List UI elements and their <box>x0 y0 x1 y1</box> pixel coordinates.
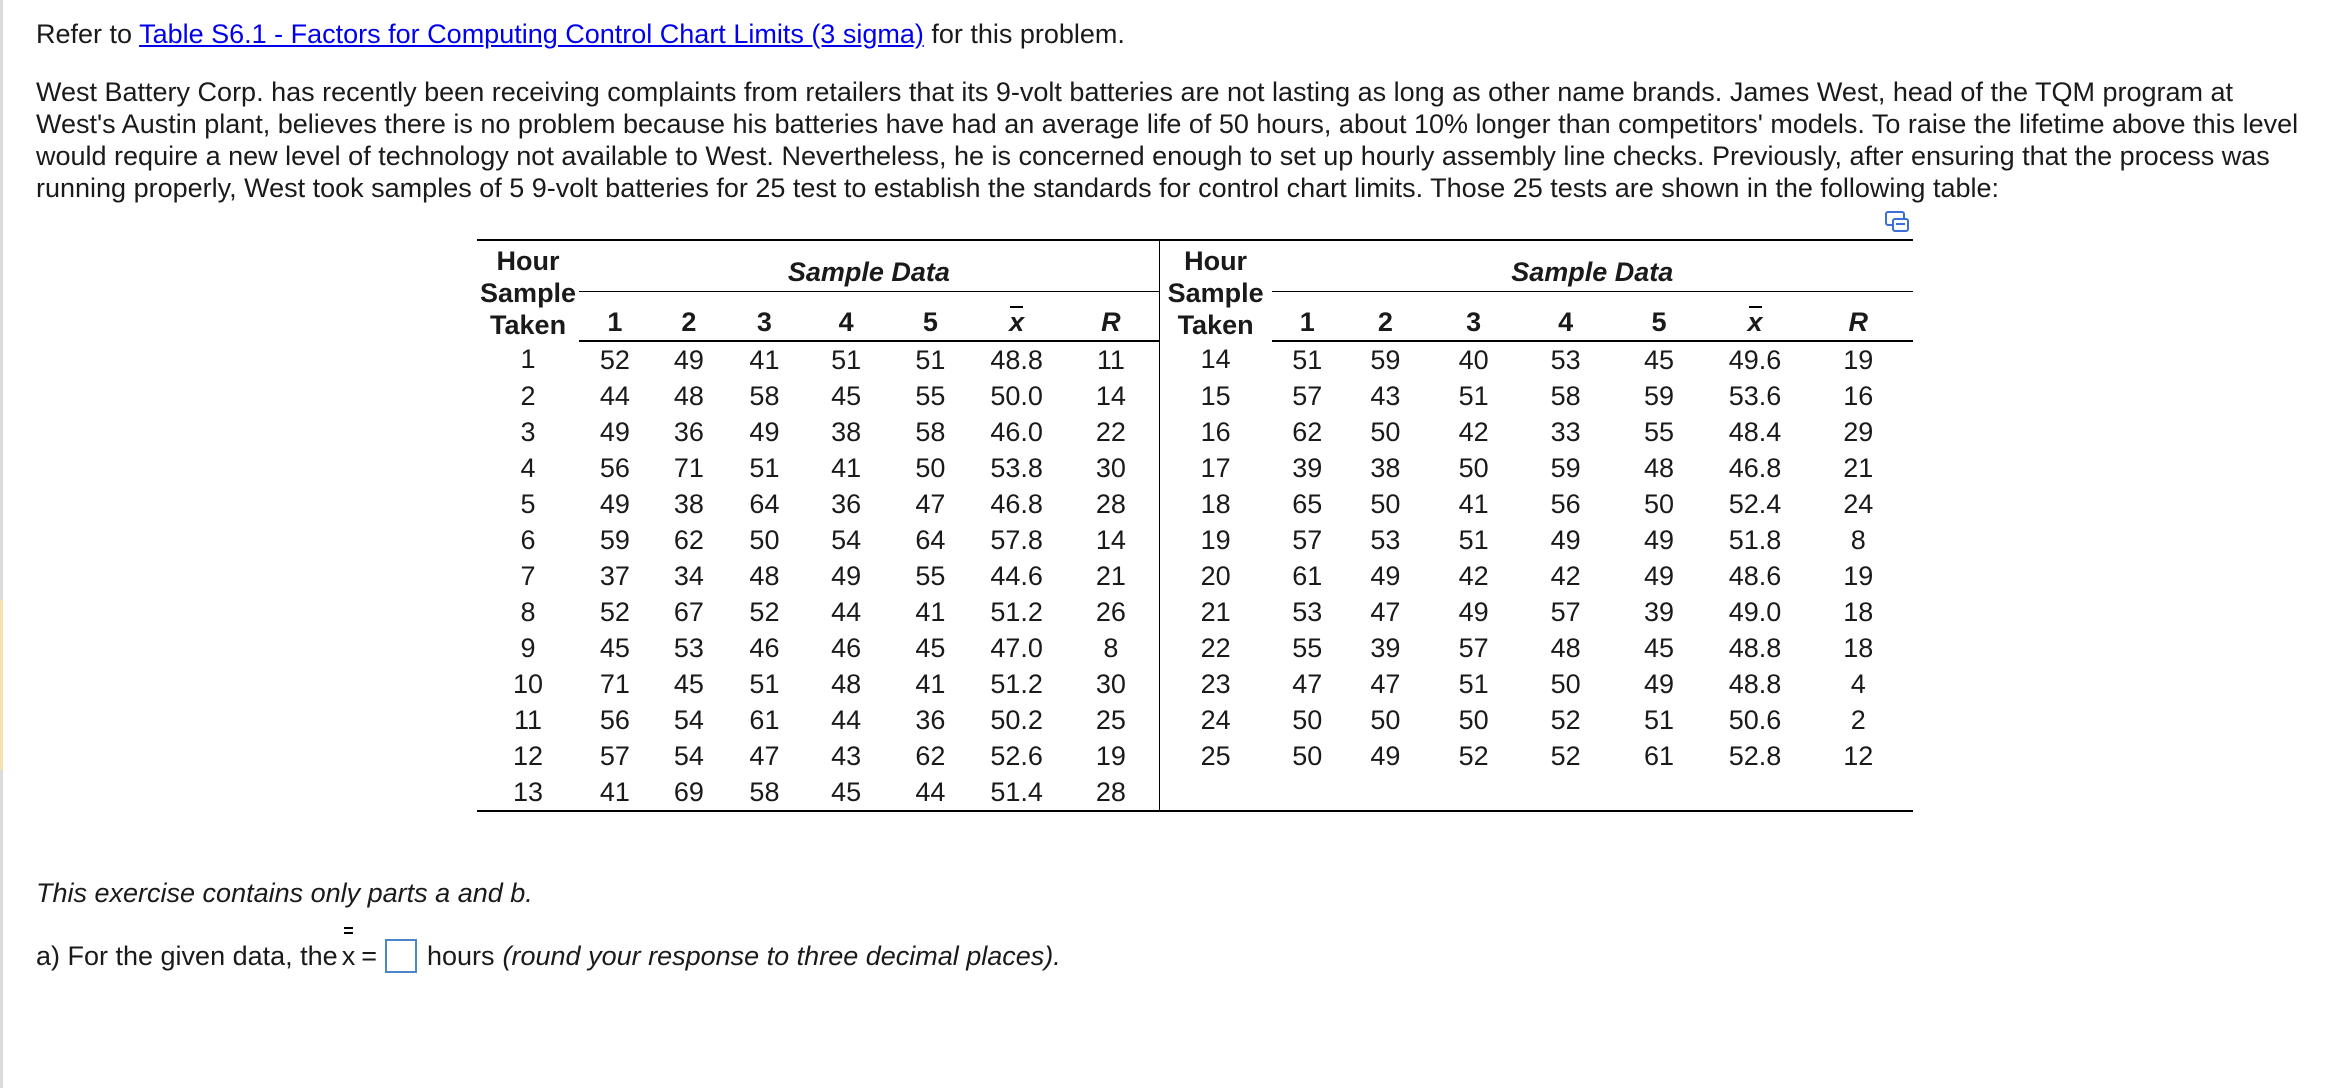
sample-cell: 52 <box>1458 740 1489 771</box>
hour-header-left: Hour Sample Taken <box>477 240 579 341</box>
sample-cell: 62 <box>1292 416 1323 447</box>
hour-cell: 18 <box>1200 488 1231 519</box>
sample-data-group-right: Sample Data <box>1272 240 1914 291</box>
sample-cell: 45 <box>802 774 891 811</box>
sample-cell: 50 <box>1458 452 1489 483</box>
col-header-r: R <box>1804 291 1913 341</box>
sample-cell: 57 <box>1292 380 1323 411</box>
r-cell: 28 <box>1063 486 1159 522</box>
sample-cell: 49 <box>673 344 704 375</box>
r-cell: 2 <box>1850 704 1866 735</box>
hour-cell: 2 <box>520 380 536 411</box>
table-row <box>477 630 1913 666</box>
sample-cell: 50 <box>1292 704 1323 735</box>
question-a: a) For the given data, the x = hours (round your response to three decimal places). <box>36 936 1061 976</box>
hour-cell: 21 <box>1200 596 1231 627</box>
col-header-xbar: x <box>970 291 1063 341</box>
sample-cell: 57 <box>1550 596 1581 627</box>
sample-cell: 41 <box>915 668 946 699</box>
r-cell: 29 <box>1843 416 1874 447</box>
xbar-cell: 51.4 <box>970 774 1063 811</box>
sample-cell: 62 <box>673 524 704 555</box>
r-cell: 18 <box>1843 596 1874 627</box>
table-row <box>477 702 1913 738</box>
r-cell: 12 <box>1843 740 1874 771</box>
col-header: 4 <box>1520 291 1612 341</box>
sample-cell: 59 <box>1550 452 1581 483</box>
sample-cell: 71 <box>599 668 630 699</box>
sample-cell: 47 <box>915 488 946 519</box>
sample-cell: 42 <box>1550 560 1581 591</box>
sample-cell: 44 <box>599 380 630 411</box>
sample-cell <box>1612 774 1707 811</box>
r-cell: 26 <box>1063 594 1159 630</box>
r-cell: 19 <box>1843 560 1874 591</box>
r-cell <box>1804 774 1913 811</box>
xbar-cell: 44.6 <box>990 560 1043 591</box>
sample-cell: 46 <box>831 632 862 663</box>
sample-cell: 43 <box>1370 380 1401 411</box>
exercise-note: This exercise contains only parts a and b. <box>36 878 533 908</box>
r-cell: 11 <box>1063 341 1159 378</box>
xbar-cell: 49.0 <box>1728 596 1782 627</box>
sample-cell: 49 <box>1644 668 1675 699</box>
sample-cell: 49 <box>1458 596 1489 627</box>
sample-cell: 48 <box>1644 452 1675 483</box>
sample-data-body <box>477 341 1913 811</box>
sample-cell: 58 <box>915 416 946 447</box>
xbar-cell: 49.6 <box>1728 344 1782 375</box>
sample-cell: 38 <box>1370 452 1401 483</box>
table-row <box>477 378 1913 414</box>
sample-cell: 53 <box>1292 596 1323 627</box>
sample-cell <box>1272 774 1343 811</box>
sample-cell: 53 <box>673 632 704 663</box>
sample-cell: 50 <box>749 524 780 555</box>
sample-cell: 55 <box>915 560 946 591</box>
hour-cell <box>1159 774 1271 811</box>
sample-cell <box>1428 774 1520 811</box>
r-cell: 21 <box>1843 452 1874 483</box>
sample-cell: 39 <box>1292 452 1323 483</box>
r-cell: 25 <box>1063 702 1159 738</box>
sample-cell: 59 <box>599 524 630 555</box>
sample-cell <box>1343 774 1428 811</box>
sample-cell: 48 <box>1550 632 1581 663</box>
xbar-cell: 46.8 <box>1728 452 1782 483</box>
hour-cell: 19 <box>1200 524 1231 555</box>
hour-cell: 10 <box>513 668 544 699</box>
sample-cell: 49 <box>599 488 630 519</box>
table-row <box>477 558 1913 594</box>
hour-cell: 13 <box>477 774 579 811</box>
r-cell: 8 <box>1850 524 1866 555</box>
sample-cell: 50 <box>1292 740 1323 771</box>
sample-cell: 52 <box>599 596 630 627</box>
xbar-cell: 47.0 <box>990 632 1043 663</box>
sample-cell: 53 <box>1550 344 1581 375</box>
table-row <box>477 450 1913 486</box>
sample-data-table <box>477 239 1913 812</box>
sample-cell: 48 <box>673 380 704 411</box>
sample-cell: 56 <box>1550 488 1581 519</box>
r-cell: 22 <box>1063 414 1159 450</box>
sample-cell: 52 <box>599 344 630 375</box>
hour-cell: 3 <box>520 416 536 447</box>
table-row <box>477 486 1913 522</box>
sample-cell: 58 <box>749 380 780 411</box>
r-cell: 18 <box>1843 632 1874 663</box>
sample-cell: 57 <box>1292 524 1323 555</box>
hour-header-right: Hour Sample Taken <box>1159 240 1271 341</box>
sample-cell: 51 <box>1458 380 1489 411</box>
xbar-cell: 57.8 <box>990 524 1043 555</box>
sample-cell: 56 <box>599 452 630 483</box>
sample-cell: 52 <box>1550 704 1581 735</box>
sample-cell: 38 <box>673 488 704 519</box>
xbar-cell: 48.6 <box>1728 560 1782 591</box>
hour-cell: 7 <box>520 560 536 591</box>
sample-cell: 50 <box>1644 488 1675 519</box>
sample-cell: 51 <box>749 452 780 483</box>
sample-cell: 57 <box>1458 632 1489 663</box>
sample-cell: 49 <box>1644 524 1675 555</box>
hour-cell: 22 <box>1200 632 1231 663</box>
col-header-r: R <box>1063 291 1159 341</box>
table-row <box>477 414 1913 450</box>
col-header: 3 <box>727 291 802 341</box>
xbar-cell: 48.8 <box>1728 632 1782 663</box>
r-cell: 16 <box>1843 380 1874 411</box>
sample-cell: 41 <box>749 344 780 375</box>
sample-cell: 45 <box>599 632 630 663</box>
sample-cell: 47 <box>1370 596 1401 627</box>
sample-cell: 33 <box>1550 416 1581 447</box>
hour-cell: 20 <box>1200 560 1231 591</box>
sample-cell: 67 <box>673 596 704 627</box>
sample-cell: 50 <box>1370 704 1401 735</box>
table-row <box>477 738 1913 774</box>
sample-cell: 48 <box>749 560 780 591</box>
sample-cell: 62 <box>915 740 946 771</box>
xbar-cell: 52.4 <box>1728 488 1782 519</box>
table-row <box>477 522 1913 558</box>
sample-cell: 44 <box>831 596 862 627</box>
sample-cell <box>1520 774 1612 811</box>
sample-cell: 65 <box>1292 488 1323 519</box>
sample-cell: 51 <box>1458 668 1489 699</box>
sample-cell: 50 <box>915 452 946 483</box>
sample-cell: 36 <box>673 416 704 447</box>
hour-cell: 11 <box>514 704 543 735</box>
sample-cell: 54 <box>673 704 704 735</box>
sample-cell: 59 <box>1644 380 1675 411</box>
sample-cell: 55 <box>1644 416 1675 447</box>
sample-cell: 51 <box>915 344 946 375</box>
x-double-bar-symbol: x <box>342 936 356 976</box>
sample-cell: 45 <box>1644 632 1675 663</box>
r-cell: 14 <box>1063 378 1159 414</box>
col-header: 2 <box>651 291 728 341</box>
xbar-cell: 51.8 <box>1728 524 1782 555</box>
r-cell: 19 <box>1843 344 1874 375</box>
xbar-cell: 51.2 <box>990 668 1043 699</box>
sample-cell: 54 <box>831 524 862 555</box>
col-header: 3 <box>1428 291 1520 341</box>
hour-cell: 16 <box>1200 416 1231 447</box>
sample-cell: 55 <box>1292 632 1323 663</box>
intro-line: Refer to Table S6.1 - Factors for Computing Control Chart Limits (3 sigma) for this problem. <box>36 19 1125 49</box>
sample-cell: 50 <box>1550 668 1581 699</box>
sample-cell: 51 <box>1458 524 1489 555</box>
sample-cell: 40 <box>1458 344 1489 375</box>
r-cell: 30 <box>1063 666 1159 702</box>
xbar-cell: 52.6 <box>990 740 1043 771</box>
hour-cell: 8 <box>520 596 536 627</box>
hour-cell: 14 <box>1200 344 1231 374</box>
sample-cell: 50 <box>1370 416 1401 447</box>
hour-cell: 23 <box>1200 668 1231 699</box>
sample-cell: 54 <box>673 740 704 771</box>
sample-cell: 49 <box>749 416 780 447</box>
hour-cell: 12 <box>513 740 544 771</box>
xbar-cell: 48.4 <box>1728 416 1782 447</box>
table-row <box>477 666 1913 702</box>
sample-cell: 49 <box>831 560 862 591</box>
sample-cell: 42 <box>1458 416 1489 447</box>
col-header: 1 <box>1272 291 1343 341</box>
col-header: 5 <box>1612 291 1707 341</box>
xbar-cell: 50.0 <box>990 380 1043 411</box>
col-header: 1 <box>579 291 650 341</box>
r-cell: 4 <box>1850 668 1866 699</box>
sample-cell: 45 <box>1644 344 1675 375</box>
col-header-xbar: x <box>1707 291 1804 341</box>
r-cell: 28 <box>1063 774 1159 811</box>
sample-cell: 48 <box>831 668 862 699</box>
table-row <box>477 774 1913 811</box>
xbar-cell: 46.0 <box>990 416 1043 447</box>
sample-cell: 45 <box>915 632 946 663</box>
sample-cell: 71 <box>673 452 704 483</box>
sample-cell: 37 <box>599 560 630 591</box>
sample-cell: 50 <box>1458 704 1489 735</box>
sample-cell: 41 <box>1458 488 1489 519</box>
xbar-cell: 46.8 <box>990 488 1043 519</box>
sample-data-group-left: Sample Data <box>579 240 1159 291</box>
r-cell: 14 <box>1063 522 1159 558</box>
sample-cell: 49 <box>1370 560 1401 591</box>
table-row <box>477 594 1913 630</box>
sample-cell: 49 <box>1370 740 1401 771</box>
sample-cell: 58 <box>1550 380 1581 411</box>
sample-cell: 51 <box>831 344 862 375</box>
sample-cell: 45 <box>831 380 862 411</box>
xbar-cell <box>1707 774 1804 811</box>
sample-cell: 56 <box>599 704 630 735</box>
xbar-cell: 52.8 <box>1728 740 1782 771</box>
sample-cell: 41 <box>579 774 650 811</box>
r-cell: 19 <box>1063 738 1159 774</box>
sample-cell: 61 <box>1292 560 1323 591</box>
sample-cell: 51 <box>749 668 780 699</box>
sample-cell: 47 <box>1292 668 1323 699</box>
sample-cell: 49 <box>1644 560 1675 591</box>
hour-cell: 6 <box>520 524 536 555</box>
r-cell: 21 <box>1063 558 1159 594</box>
sample-cell: 51 <box>1644 704 1675 735</box>
r-cell: 30 <box>1063 450 1159 486</box>
xbar-cell: 53.8 <box>990 452 1043 483</box>
sample-cell: 52 <box>1550 740 1581 771</box>
xbar-cell: 51.2 <box>990 596 1043 627</box>
col-header: 2 <box>1343 291 1428 341</box>
sample-cell: 51 <box>1292 344 1323 375</box>
sample-cell: 38 <box>831 416 862 447</box>
sample-cell: 43 <box>831 740 862 771</box>
sample-cell: 34 <box>673 560 704 591</box>
sample-cell: 59 <box>1370 344 1401 375</box>
sample-cell: 41 <box>831 452 862 483</box>
sample-cell: 42 <box>1458 560 1489 591</box>
hour-cell: 1 <box>520 344 536 374</box>
sample-cell: 44 <box>831 704 862 735</box>
hour-cell: 9 <box>520 632 536 663</box>
sample-cell: 39 <box>1370 632 1401 663</box>
table-s6-1-link[interactable]: Table S6.1 - Factors for Computing Control Chart Limits (3 sigma) <box>139 19 924 49</box>
r-cell: 24 <box>1843 488 1874 519</box>
sample-cell: 49 <box>599 416 630 447</box>
left-edge-bar <box>0 0 3 1088</box>
sample-cell: 36 <box>831 488 862 519</box>
xbar-cell: 48.8 <box>990 344 1043 375</box>
sample-cell: 44 <box>891 774 971 811</box>
xbar-cell: 50.2 <box>990 704 1043 735</box>
sample-cell: 39 <box>1644 596 1675 627</box>
table-row <box>477 341 1913 378</box>
sample-cell: 36 <box>915 704 946 735</box>
r-cell: 8 <box>1063 630 1159 666</box>
sample-cell: 58 <box>727 774 802 811</box>
xbar-cell: 50.6 <box>1728 704 1782 735</box>
hour-cell: 15 <box>1200 380 1231 411</box>
sample-cell: 64 <box>749 488 780 519</box>
sample-cell: 46 <box>749 632 780 663</box>
hour-cell: 5 <box>520 488 536 519</box>
left-edge-accent <box>0 600 3 770</box>
sample-cell: 57 <box>599 740 630 771</box>
hour-cell: 4 <box>520 452 536 483</box>
sample-cell: 64 <box>915 524 946 555</box>
sample-cell: 41 <box>915 596 946 627</box>
sample-cell: 55 <box>915 380 946 411</box>
sample-cell: 52 <box>749 596 780 627</box>
problem-paragraph: West Battery Corp. has recently been receiving complaints from retailers that its 9-volt batteries are not lasting as long as other name brands. James West, head of the TQM program at West's Austin plant, believes there is no problem because his batteries have had an average life of 50 hours, about 10% longer than competitors' models. To raise the lifetime above this level would require a new level of technology not available to West. Nevertheless, he is concerned enough to set up hourly assembly line checks. Previously, after ensuring that the process was running properly, West took samples of 5 9-volt batteries for 25 test to establish the standards for control chart limits. Those 25 tests are shown in the following table: <box>36 77 2299 203</box>
col-header: 4 <box>802 291 891 341</box>
sample-cell: 47 <box>749 740 780 771</box>
col-header: 5 <box>891 291 971 341</box>
sample-cell: 69 <box>651 774 728 811</box>
sample-cell: 50 <box>1370 488 1401 519</box>
answer-input[interactable] <box>385 939 417 973</box>
copy-table-icon[interactable] <box>1884 210 1910 234</box>
xbar-cell: 48.8 <box>1728 668 1782 699</box>
sample-cell: 45 <box>673 668 704 699</box>
hour-cell: 25 <box>1200 740 1231 771</box>
sample-cell: 53 <box>1370 524 1401 555</box>
xbar-cell: 53.6 <box>1728 380 1782 411</box>
sample-cell: 47 <box>1370 668 1401 699</box>
sample-cell: 61 <box>1644 740 1675 771</box>
hour-cell: 17 <box>1200 452 1231 483</box>
sample-cell: 49 <box>1550 524 1581 555</box>
hour-cell: 24 <box>1200 704 1231 735</box>
sample-cell: 61 <box>749 704 780 735</box>
